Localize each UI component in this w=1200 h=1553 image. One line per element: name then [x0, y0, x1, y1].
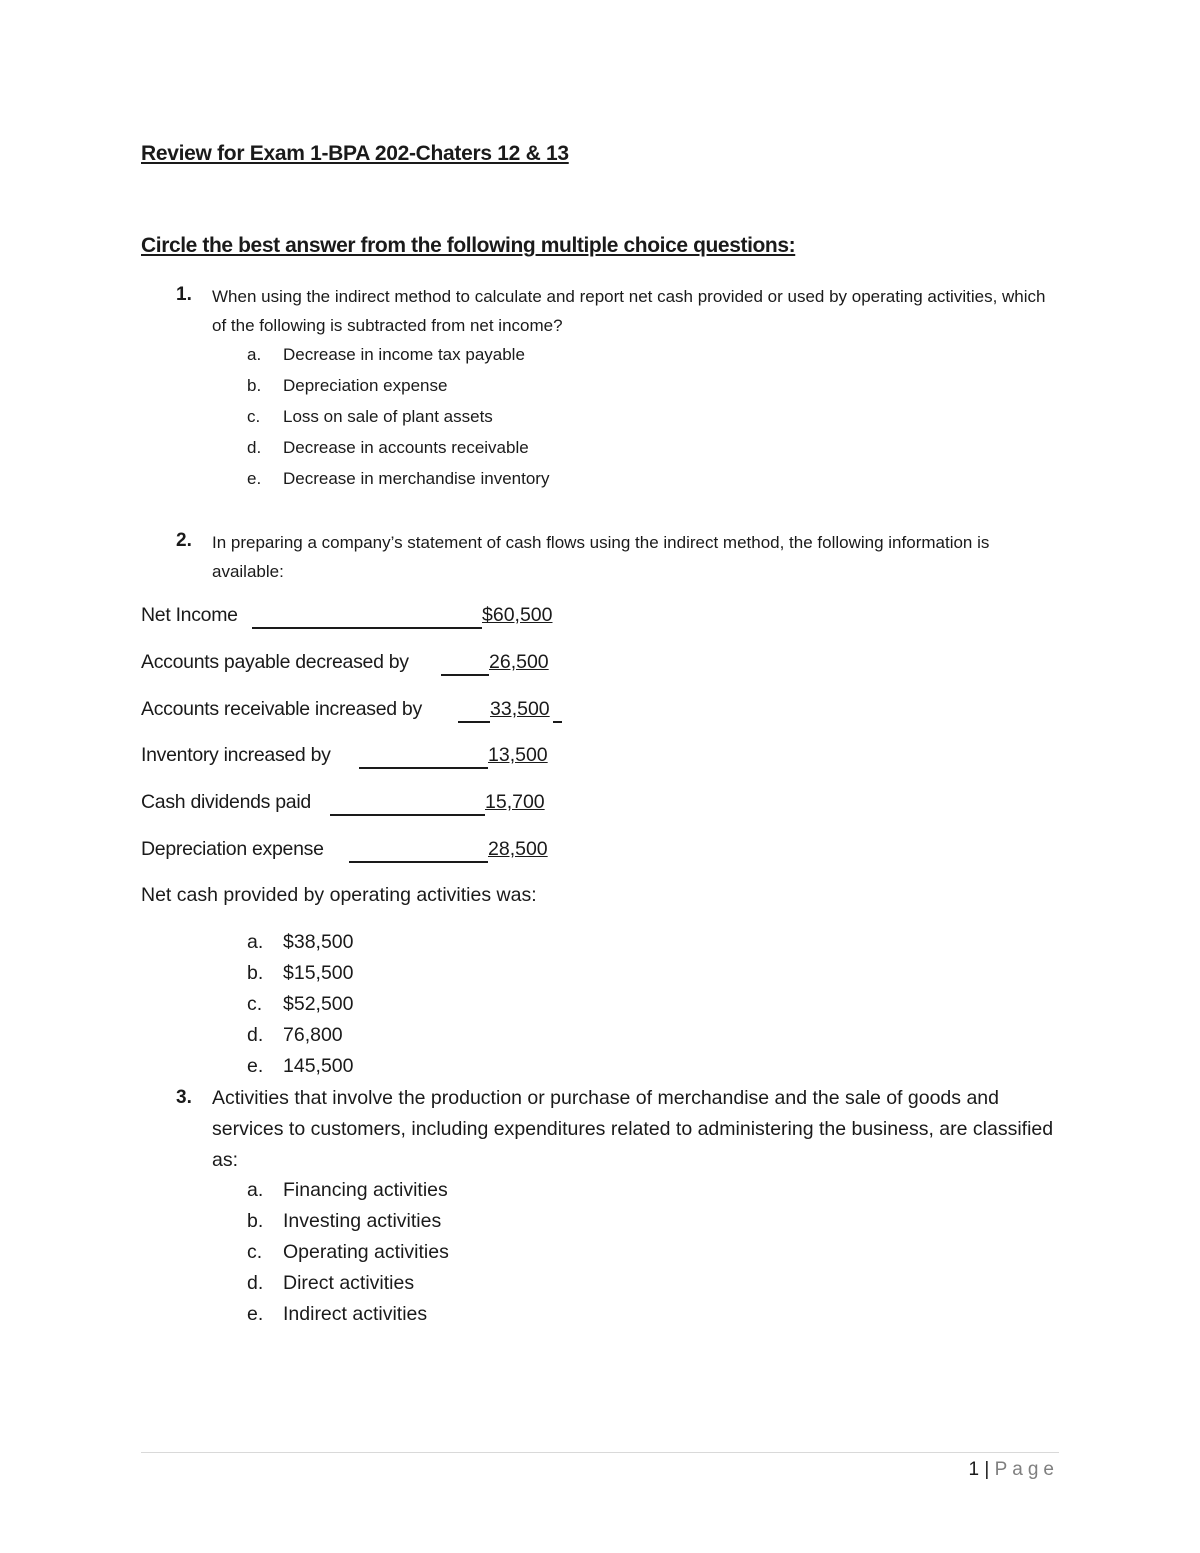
option-letter: d.: [247, 1024, 264, 1046]
fin-row-accounts-receivable: [141, 698, 422, 721]
option-text: Financing activities: [283, 1179, 448, 1201]
option-letter: e.: [247, 1303, 264, 1325]
footer-divider: [141, 1452, 1059, 1453]
option-a[interactable]: [247, 931, 354, 954]
option-text: $15,500: [283, 962, 354, 984]
question-number: 3.: [176, 1087, 192, 1108]
fin-value: 26,500: [489, 651, 549, 673]
option-a[interactable]: [247, 1179, 448, 1202]
page-footer: [969, 1459, 1059, 1481]
option-text: Decrease in merchandise inventory: [283, 469, 550, 488]
option-letter: b.: [247, 1210, 264, 1232]
question-number: 1.: [176, 284, 192, 305]
option-text: Decrease in income tax payable: [283, 345, 525, 364]
footer-separator: |: [984, 1459, 990, 1480]
option-letter: a.: [247, 931, 264, 953]
fin-row-inventory: [141, 744, 331, 767]
fin-label: Accounts receivable increased by: [141, 698, 422, 720]
option-letter: e.: [247, 1055, 264, 1077]
option-c[interactable]: [247, 407, 493, 427]
option-text: Indirect activities: [283, 1303, 428, 1325]
option-letter: b.: [247, 376, 262, 395]
instructions-heading: Circle the best answer from the following multiple choice questions:: [141, 234, 796, 257]
fin-row-depreciation: [141, 838, 324, 861]
option-c[interactable]: [247, 993, 354, 1016]
option-letter: b.: [247, 962, 264, 984]
option-text: Loss on sale of plant assets: [283, 407, 493, 426]
option-b[interactable]: [247, 962, 354, 985]
option-text: 76,800: [283, 1024, 343, 1046]
option-e[interactable]: [247, 1303, 427, 1326]
option-letter: a.: [247, 1179, 264, 1201]
option-e[interactable]: [247, 469, 549, 489]
option-text: Investing activities: [283, 1210, 442, 1232]
option-d[interactable]: [247, 1024, 343, 1047]
question-prompt: Net cash provided by operating activities was:: [141, 884, 537, 906]
option-letter: c.: [247, 993, 263, 1015]
option-text: $38,500: [283, 931, 354, 953]
option-b[interactable]: [247, 376, 447, 396]
question-text: When using the indirect method to calculate and report net cash provided or used by operating activities, which of the following is subtracted from net income?: [212, 287, 1046, 335]
fin-value: 33,500: [490, 698, 550, 720]
fin-value: 28,500: [488, 838, 548, 860]
option-a[interactable]: [247, 345, 525, 365]
document-title: Review for Exam 1-BPA 202-Chaters 12 & 13: [141, 142, 569, 165]
option-letter: d.: [247, 1272, 264, 1294]
question-text: Activities that involve the production or purchase of merchandise and the sale of goods and services to customers, including expenditures related to administering the business, are classified as:: [212, 1087, 1054, 1171]
fin-label: Cash dividends paid: [141, 791, 311, 813]
option-b[interactable]: [247, 1210, 441, 1233]
page-number: 1: [968, 1459, 980, 1480]
option-e[interactable]: [247, 1055, 354, 1078]
fin-row-cash-dividends: [141, 791, 311, 814]
option-c[interactable]: [247, 1241, 449, 1264]
option-letter: d.: [247, 438, 262, 457]
fin-label: Net Income: [141, 604, 238, 626]
fin-row-accounts-payable: [141, 651, 409, 674]
option-letter: a.: [247, 345, 262, 364]
option-text: Depreciation expense: [283, 376, 448, 395]
fin-label: Accounts payable decreased by: [141, 651, 409, 673]
option-letter: c.: [247, 1241, 263, 1263]
fin-row-net-income: [141, 604, 238, 627]
fin-value: 15,700: [485, 791, 545, 813]
option-d[interactable]: [247, 438, 529, 458]
option-text: Direct activities: [283, 1272, 415, 1294]
option-text: Operating activities: [283, 1241, 449, 1263]
option-text: $52,500: [283, 993, 354, 1015]
question-number: 2.: [176, 530, 192, 551]
option-letter: e.: [247, 469, 262, 488]
option-letter: c.: [247, 407, 261, 426]
fin-value: 13,500: [488, 744, 548, 766]
option-text: 145,500: [283, 1055, 354, 1077]
fin-label: Depreciation expense: [141, 838, 324, 860]
option-d[interactable]: [247, 1272, 414, 1295]
fin-label: Inventory increased by: [141, 744, 331, 766]
question-text: In preparing a company’s statement of cash flows using the indirect method, the following information is available:: [212, 533, 990, 581]
fin-value: $60,500: [482, 604, 553, 626]
option-text: Decrease in accounts receivable: [283, 438, 529, 457]
page-label: Page: [994, 1459, 1059, 1480]
